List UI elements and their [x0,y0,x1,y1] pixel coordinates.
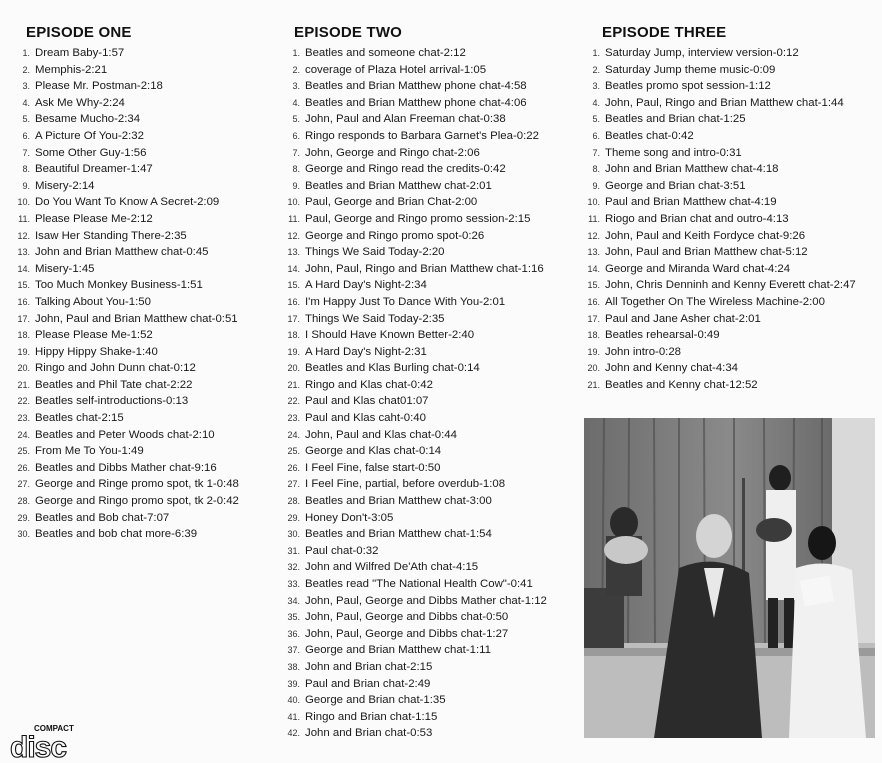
track-title: Beatles and Brian Matthew chat-1:54 [305,528,492,541]
track-number: 22. [17,396,30,407]
track-item [270,692,547,709]
track-item [0,145,239,162]
track-title: Besame Mucho-2:34 [35,113,141,126]
track-title: George and Brian Matthew chat-1:11 [305,644,491,657]
track-number: 19. [287,346,300,357]
track-item [270,111,547,128]
track-item [270,609,547,626]
track-number: 25. [17,446,30,457]
track-title: Beatles chat-0:42 [605,129,694,142]
track-number: 28. [17,496,30,507]
track-title: Beatles and Peter Woods chat-2:10 [35,428,215,441]
track-item [270,161,547,178]
track-title: Paul and Klas caht-0:40 [305,412,426,425]
track-number: 7. [22,147,30,158]
track-item [0,277,239,294]
track-item [270,510,547,527]
track-item [270,294,547,311]
track-title: John, Paul and Brian Matthew chat-5:12 [605,246,808,259]
track-item [270,244,547,261]
track-number: 1. [22,48,30,58]
track-title: Beatles and Klas Burling chat-0:14 [305,362,480,375]
track-item [270,476,547,493]
track-item [0,194,239,211]
track-number: 10. [17,197,30,208]
track-title: Paul and Brian chat-2:49 [305,677,431,690]
track-number: 6. [592,130,600,141]
track-number: 16. [287,296,300,307]
track-title: I'm Happy Just To Dance With You-2:01 [305,295,506,308]
track-title: Paul and Klas chat01:07 [305,395,429,408]
track-title: Dream Baby-1:57 [35,47,125,59]
track-title: John, Paul, Ringo and Brian Matthew chat-1:16 [305,262,544,275]
track-title: Saturday Jump theme music-0:09 [605,63,776,76]
track-number: 8. [592,164,600,175]
track-number: 13. [287,247,300,258]
track-item [0,410,239,427]
track-number: 30. [287,529,300,540]
track-number: 2. [592,64,600,75]
track-title: Ringo and John Dunn chat-0:12 [35,362,196,375]
track-title: John, Chris Denninh and Kenny Everett chat-2:47 [605,279,856,292]
track-title: Please Mr. Postman-2:18 [35,80,163,93]
track-item [270,393,547,410]
track-title: Beatles promo spot session-1:12 [605,80,771,93]
track-title: Things We Said Today-2:35 [305,312,445,325]
track-number: 38. [287,661,300,672]
track-title: Beatles read "The National Health Cow"-0:41 [305,578,533,590]
track-item [270,178,547,195]
track-number: 7. [592,147,600,158]
track-item [270,593,547,610]
track-item [270,344,547,361]
track-item [0,377,239,394]
track-title: coverage of Plaza Hotel arrival-1:05 [305,63,487,76]
track-title: I Feel Fine, false start-0:50 [305,461,441,474]
track-number: 26. [287,462,300,473]
track-title: George and Ringo promo spot, tk 2-0:42 [35,495,239,508]
track-title: John, Paul and Keith Fordyce chat-9:26 [605,229,806,242]
track-title: Misery-2:14 [35,179,95,192]
track-item [270,228,547,245]
band-photo [584,418,875,738]
track-item [0,311,239,328]
track-item [270,128,547,145]
track-item [570,62,856,79]
track-item [570,161,856,178]
track-number: 23. [287,413,300,424]
track-item [270,277,547,294]
episode-title: EPISODE ONE [26,24,132,41]
track-item [0,45,239,62]
track-title: Beatles rehearsal-0:49 [605,329,720,342]
track-item [0,111,239,128]
track-title: Beatles and Brian Matthew phone chat-4:06 [305,96,527,109]
track-title: John and Brian chat-2:15 [305,660,433,673]
track-number: 14. [287,263,300,274]
track-item [270,526,547,543]
track-item [570,311,856,328]
track-item [0,161,239,178]
track-number: 4. [292,97,300,108]
track-number: 41. [287,711,300,722]
track-number: 37. [287,645,300,656]
track-item [570,194,856,211]
track-number: 7. [292,147,300,158]
track-number: 8. [22,164,30,175]
track-title: Theme song and intro-0:31 [605,146,742,159]
track-item [270,327,547,344]
track-title: John and Wilfred De'Ath chat-4:15 [305,561,479,574]
track-item [270,194,547,211]
track-title: Beatles self-introductions-0:13 [35,395,189,408]
track-number: 40. [287,695,300,706]
track-number: 42. [287,728,300,739]
track-title: George and Ringe promo spot, tk 1-0:48 [35,478,239,491]
track-item [270,725,547,742]
track-number: 11. [288,213,300,224]
track-title: Please Please Me-2:12 [35,212,153,225]
track-number: 6. [22,130,30,141]
track-number: 29. [287,512,300,523]
track-item [570,327,856,344]
track-item [270,377,547,394]
track-title: Beatles and Bob chat-7:07 [35,511,170,524]
track-item [570,244,856,261]
track-item [0,128,239,145]
track-title: John, George and Ringo chat-2:06 [305,146,480,159]
track-number: 18. [287,330,300,341]
track-item [270,95,547,112]
track-title: Paul, George and Brian Chat-2:00 [305,196,478,209]
track-item [0,443,239,460]
track-item [0,261,239,278]
track-number: 26. [17,462,30,473]
track-title: Saturday Jump, interview version-0:12 [605,47,799,59]
track-title: John, Paul, Ringo and Brian Matthew chat-1:44 [605,96,844,109]
track-number: 17. [17,313,30,324]
track-item [570,111,856,128]
track-item [570,145,856,162]
track-number: 12. [17,230,30,241]
track-number: 12. [587,230,600,241]
track-item [0,244,239,261]
track-title: Ringo and Klas chat-0:42 [305,378,433,391]
track-number: 14. [17,263,30,274]
track-item [570,377,856,394]
track-title: I Should Have Known Better-2:40 [305,329,475,342]
track-item [0,526,239,543]
track-number: 14. [587,263,600,274]
track-item [270,261,547,278]
track-item [0,294,239,311]
track-number: 5. [22,114,30,125]
track-title: John, Paul, George and Dibbs Mather chat-1:12 [305,594,547,607]
track-number: 25. [287,446,300,457]
track-number: 22. [287,396,300,407]
track-title: Misery-1:45 [35,262,95,275]
track-title: Do You Want To Know A Secret-2:09 [35,196,220,209]
track-number: 15. [287,280,300,291]
track-item [270,427,547,444]
track-title: John, Paul and Brian Matthew chat-0:51 [35,312,238,325]
track-title: Beatles and Brian Matthew chat-3:00 [305,495,492,508]
track-number: 17. [287,313,300,324]
track-number: 16. [17,296,30,307]
track-number: 15. [17,280,30,291]
track-item [570,45,856,62]
track-number: 10. [587,197,600,208]
track-number: 5. [592,114,600,125]
track-title: A Hard Day's Night-2:34 [305,279,427,292]
episode-title: EPISODE TWO [294,24,403,41]
track-number: 5. [292,114,300,125]
band-photo-illustration [584,418,875,738]
compact-disc-logo-icon [8,722,88,758]
track-title: Paul and Jane Asher chat-2:01 [605,312,761,325]
track-title: Beatles chat-2:15 [35,412,124,425]
track-item [270,576,547,593]
track-title: Please Please Me-1:52 [35,329,153,342]
track-number: 12. [287,230,300,241]
track-number: 1. [292,48,300,58]
track-item [270,709,547,726]
track-number: 21. [587,379,600,390]
track-title: John, Paul, George and Dibbs chat-1:27 [305,627,509,640]
track-item [570,178,856,195]
track-title: I Feel Fine, partial, before overdub-1:08 [305,478,506,491]
track-item [0,211,239,228]
track-number: 21. [17,379,30,390]
track-item [0,344,239,361]
track-item [570,294,856,311]
track-item [270,543,547,560]
track-title: Too Much Monkey Business-1:51 [35,279,203,292]
track-number: 31. [287,545,300,556]
track-title: George and Ringo read the credits-0:42 [305,163,506,176]
track-title: John, Paul and Klas chat-0:44 [305,428,457,441]
track-item [570,211,856,228]
track-title: George and Ringo promo spot-0:26 [305,229,485,242]
track-title: John and Brian Matthew chat-4:18 [605,163,779,176]
track-number: 13. [17,247,30,258]
track-number: 10. [287,197,300,208]
track-item [270,45,547,62]
track-item [570,78,856,95]
track-item [570,344,856,361]
track-number: 4. [592,97,600,108]
track-item [0,78,239,95]
track-title: Honey Don't-3:05 [305,511,394,524]
track-number: 28. [287,496,300,507]
track-title: Some Other Guy-1:56 [35,146,147,159]
track-number: 20. [17,363,30,374]
track-title: Ringo responds to Barbara Garnet's Plea-0:22 [305,129,539,142]
track-title: John, Paul and Alan Freeman chat-0:38 [305,113,506,126]
track-number: 18. [17,330,30,341]
track-number: 9. [22,180,30,191]
track-title: From Me To You-1:49 [35,445,144,458]
track-item [0,476,239,493]
track-number: 33. [287,579,300,589]
track-number: 19. [587,346,600,357]
track-item [570,228,856,245]
track-item [270,410,547,427]
track-number: 9. [592,180,600,191]
track-number: 2. [22,64,30,75]
track-title: All Together On The Wireless Machine-2:00 [605,295,825,308]
track-list [270,45,547,742]
track-number: 21. [287,379,300,390]
track-number: 24. [17,429,30,440]
track-title: Talking About You-1:50 [35,295,151,308]
track-title: Ringo and Brian chat-1:15 [305,710,438,723]
track-item [270,78,547,95]
track-title: George and Brian chat-3:51 [605,179,746,192]
track-item [0,228,239,245]
track-title: John and Kenny chat-4:34 [605,362,738,375]
track-list [0,45,239,543]
track-item [570,95,856,112]
logo-compact-text: COMPACT [34,724,74,733]
track-title: Beatles and Brian Matthew chat-2:01 [305,179,492,192]
track-number: 18. [587,330,600,341]
track-item [270,360,547,377]
track-item [0,327,239,344]
track-title: George and Miranda Ward chat-4:24 [605,262,791,275]
track-title: A Hard Day's Night-2:31 [305,345,427,358]
track-number: 16. [587,296,600,307]
track-item [270,493,547,510]
track-title: Memphis-2:21 [35,63,108,76]
track-title: Beatles and Brian chat-1:25 [605,113,746,126]
track-item [0,460,239,477]
track-item [270,626,547,643]
track-item [0,360,239,377]
track-list [570,45,856,393]
track-title: Isaw Her Standing There-2:35 [35,229,187,242]
track-title: John and Brian chat-0:53 [305,727,433,740]
track-number: 3. [592,81,600,92]
track-number: 29. [17,512,30,523]
track-title: George and Brian chat-1:35 [305,694,446,707]
track-item [0,62,239,79]
episode-title: EPISODE THREE [602,24,727,41]
track-item [0,427,239,444]
track-item [570,261,856,278]
track-number: 3. [292,81,300,92]
track-number: 11. [588,213,600,224]
track-title: Ask Me Why-2:24 [35,96,125,109]
track-number: 1. [592,48,600,58]
track-item [0,393,239,410]
track-item [270,460,547,477]
track-number: 15. [587,280,600,291]
track-title: John intro-0:28 [605,345,681,358]
track-number: 32. [287,562,300,573]
track-number: 17. [587,313,600,324]
track-item [270,145,547,162]
logo-disc-text: disc [10,731,67,758]
track-title: Hippy Hippy Shake-1:40 [35,345,158,358]
track-number: 8. [292,164,300,175]
track-item [570,360,856,377]
track-number: 35. [287,612,300,623]
track-item [270,676,547,693]
track-item [270,62,547,79]
track-item [270,211,547,228]
track-number: 9. [292,180,300,191]
track-item [0,178,239,195]
track-item [270,443,547,460]
track-item [570,128,856,145]
track-title: George and Klas chat-0:14 [305,445,442,458]
track-item [0,95,239,112]
track-number: 13. [587,247,600,258]
track-item [270,311,547,328]
track-number: 23. [17,413,30,424]
track-number: 27. [17,479,30,490]
track-title: Beatles and Phil Tate chat-2:22 [35,378,193,391]
track-title: Beatles and someone chat-2:12 [305,47,466,59]
track-number: 3. [22,81,30,92]
track-number: 39. [287,678,300,689]
track-number: 30. [17,529,30,540]
track-title: Things We Said Today-2:20 [305,246,445,259]
track-title: Paul and Brian Matthew chat-4:19 [605,196,777,209]
track-number: 6. [292,130,300,141]
track-item [0,493,239,510]
track-item [270,642,547,659]
track-number: 20. [587,363,600,374]
track-number: 4. [22,97,30,108]
track-number: 19. [17,346,30,357]
track-number: 11. [18,213,30,224]
track-title: John and Brian Matthew chat-0:45 [35,246,209,259]
track-title: Beatles and Kenny chat-12:52 [605,378,758,391]
track-title: Beatles and Brian Matthew phone chat-4:58 [305,80,527,93]
track-number: 24. [287,429,300,440]
track-title: Paul chat-0:32 [305,544,379,557]
track-title: Paul, George and Ringo promo session-2:15 [305,212,531,225]
track-title: Beatles and Dibbs Mather chat-9:16 [35,461,217,474]
track-item [270,659,547,676]
track-number: 36. [287,628,300,639]
compact-disc-logo [8,722,88,758]
track-title: John, Paul, George and Dibbs chat-0:50 [305,611,509,624]
track-item [270,559,547,576]
track-title: Beautiful Dreamer-1:47 [35,163,153,176]
track-item [0,510,239,527]
track-number: 34. [287,595,300,606]
track-number: 27. [287,479,300,490]
track-title: Riogo and Brian chat and outro-4:13 [605,212,789,225]
track-title: Beatles and bob chat more-6:39 [35,528,198,541]
track-number: 2. [292,64,300,75]
track-number: 20. [287,363,300,374]
track-item [570,277,856,294]
track-title: A Picture Of You-2:32 [35,129,144,142]
